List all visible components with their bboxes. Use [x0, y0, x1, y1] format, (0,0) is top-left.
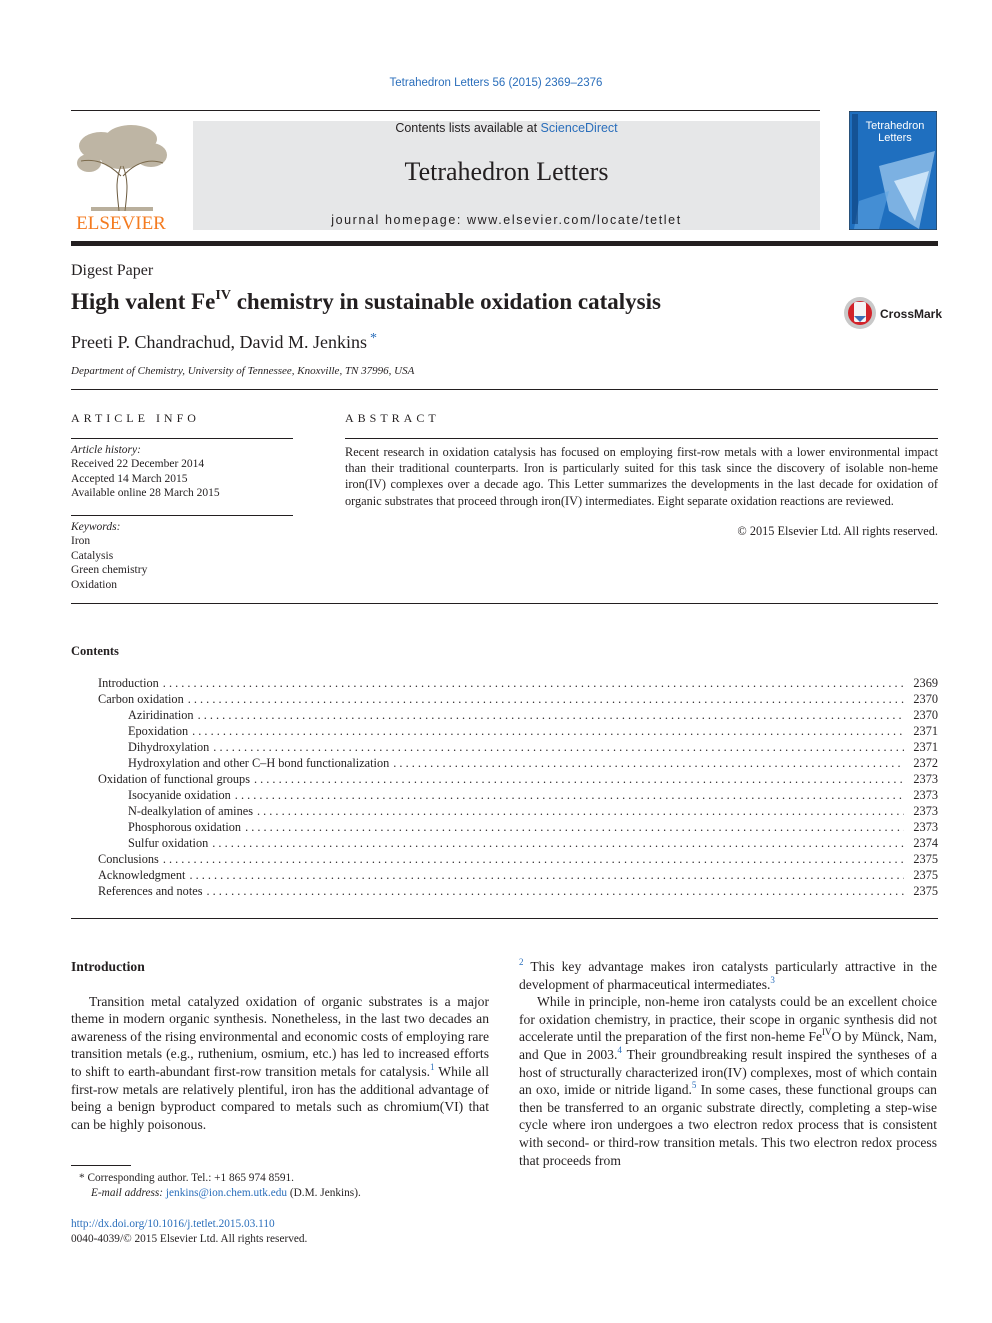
email-link[interactable]: jenkins@ion.chem.utk.edu [165, 1187, 288, 1199]
article-history: Article history: Received 22 December 2014 Accepted 14 March 2015 Available online 28 March 2015 [71, 444, 220, 500]
section-heading-introduction: Introduction [71, 959, 145, 974]
contents-heading: Contents [71, 644, 119, 658]
divider [71, 515, 293, 516]
divider [345, 438, 938, 439]
toc-item[interactable]: Acknowledgment . . . 2375 [71, 868, 938, 884]
abstract-copyright: © 2015 Elsevier Ltd. All rights reserved. [737, 524, 938, 538]
author-list: Preeti P. Chandrachud, David M. Jenkins * [71, 331, 377, 352]
reference-link[interactable]: 2 [519, 957, 524, 967]
homepage-link[interactable]: www.elsevier.com/locate/tetlet [467, 213, 682, 227]
abstract-text: Recent research in oxidation catalysis has focused on employing first-row metals with a lower environmental impact than their traditional counterparts. Iron is particularly suited for this task since the discovery of isolable non-heme iron(IV) complexes over a decade ago. This Letter summarizes the developments in the last decade for oxidation of organic substrates that proceed through iron(IV) intermediates. Eight separate oxidation reactions are reviewed. [345, 445, 938, 508]
body-column-left [71, 958, 489, 1133]
toc-item[interactable]: Isocyanide oxidation . . . 2373 [71, 788, 938, 804]
divider [71, 918, 938, 919]
journal-banner [193, 121, 820, 230]
toc-item[interactable]: Epoxidation . . . 2371 [71, 724, 938, 740]
journal-cover[interactable] [849, 111, 937, 230]
citation-link[interactable]: Tetrahedron Letters 56 (2015) 2369–2376 [389, 77, 603, 89]
reference-link[interactable]: 1 [430, 1061, 435, 1072]
toc-item[interactable]: Phosphorous oxidation . . . 2373 [71, 820, 938, 836]
journal-homepage: journal homepage: www.elsevier.com/locate/tetlet [331, 213, 682, 227]
affiliation: Department of Chemistry, University of Tennessee, Knoxville, TN 37996, USA [71, 365, 415, 377]
cover-title-line1: Tetrahedron [865, 120, 925, 132]
article-title: High valent $Fe^{IV}$ chemistry in sustainable oxidation catalysis [71, 288, 661, 314]
header-thick-rule [71, 241, 938, 246]
toc-item[interactable]: Dihydroxylation . . . 2371 [71, 740, 938, 756]
toc-item[interactable]: Hydroxylation and other C–H bond functionalization . . . 2372 [71, 756, 938, 772]
divider [71, 603, 938, 604]
reference-link[interactable]: 5 [691, 1080, 697, 1091]
table-of-contents [71, 676, 938, 900]
sciencedirect-link[interactable]: ScienceDirect [540, 121, 618, 135]
keyword: Catalysis [71, 549, 114, 562]
body-column-right [519, 958, 937, 1169]
reference-link[interactable]: 3 [770, 974, 775, 985]
toc-item[interactable]: N-dealkylation of amines . . . 2373 [71, 804, 938, 820]
journal-title[interactable]: Tetrahedron Letters [404, 157, 609, 186]
keyword: Oxidation [71, 578, 117, 591]
journal-citation[interactable] [0, 77, 992, 89]
elsevier-wordmark: ELSEVIER [76, 213, 166, 231]
toc-item[interactable]: Oxidation of functional groups . . . 2373 [71, 772, 938, 788]
crossmark-label: CrossMark [880, 307, 943, 321]
contents-available: Contents lists available at ScienceDirect [395, 121, 618, 135]
paragraph: Transition metal catalyzed oxidation of organic substrates is a major theme in modern organic synthesis. Nonetheless, in the last two decades an awareness of the rising environmental and economic costs of employing rare transition metals (e.g., ruthenium, osmium, etc.) has led to increased efforts to shift to earth-abundant first-row transition metals for catalysis.$^1$ While all first-row metals are relatively plentiful, iron has the additional advantage of being a benign byproduct compared to metals such as chromium(VI) that can be highly poisonous. [71, 993, 489, 1132]
article-type: Digest Paper [71, 262, 154, 279]
keywords: Keywords: Iron Catalysis Green chemistry Oxidation [71, 521, 148, 591]
toc-item[interactable]: Carbon oxidation . . . 2370 [71, 692, 938, 708]
doi-link[interactable]: http://dx.doi.org/10.1016/j.tetlet.2015.03.110 [71, 1218, 275, 1230]
elsevier-tree-icon [71, 121, 171, 231]
footnote-rule [71, 1165, 131, 1166]
elsevier-logo[interactable] [71, 121, 171, 231]
cover-title-line2: Letters [878, 132, 912, 144]
doi-block [71, 1217, 307, 1247]
footnote: * Corresponding author. Tel.: +1 865 974 8591. E-mail address: jenkins@ion.chem.utk.edu (D.M. Jenkins). [79, 1172, 361, 1199]
toc-item[interactable]: Sulfur oxidation . . . 2374 [71, 836, 938, 852]
toc-item[interactable]: Introduction . . . 2369 [71, 676, 938, 692]
keyword: Green chemistry [71, 564, 148, 577]
toc-item[interactable]: Conclusions . . . 2375 [71, 852, 938, 868]
abstract-heading: ABSTRACT [345, 411, 440, 425]
paragraph: $^2$ This key advantage makes iron catalysts particularly attractive in the development of pharmaceutical intermediates.$^3$ [519, 957, 937, 992]
cover-image-icon [849, 111, 937, 230]
divider [71, 438, 293, 439]
divider [71, 389, 938, 390]
toc-item[interactable]: Aziridination . . . 2370 [71, 708, 938, 724]
crossmark-icon [843, 296, 877, 330]
article-info-heading: ARTICLE INFO [71, 411, 200, 425]
crossmark-badge[interactable] [843, 296, 943, 332]
issn-copyright: 0040-4039/© 2015 Elsevier Ltd. All rights reserved. [71, 1233, 308, 1245]
reference-link[interactable]: 4 [617, 1044, 622, 1055]
toc-item[interactable]: References and notes . . . 2375 [71, 884, 938, 900]
header-rule [71, 110, 820, 111]
corresponding-author-mark[interactable]: * [369, 331, 377, 346]
paragraph: While in principle, non-heme iron catalysts could be an excellent choice for oxidation chemistry, in practice, their scope in organic synthesis did not accelerate until the preparation of the first non-heme $Fe^{IV}O$ by Münck, Nam, and Que in 2003.$^4$ Their groundbreaking result inspired the syntheses of a host of structurally characterized iron(IV) complexes, most of which contain an oxo, imide or nitride ligand.$^5$ In some cases, these functional groups can then be transferred to an organic substrate directly, completing a step-wise cycle where iron undergoes a two electron redox process that is consistent with second- or third-row transition metals. This two electron redox process that proceeds from [519, 994, 938, 1168]
keyword: Iron [71, 535, 91, 548]
